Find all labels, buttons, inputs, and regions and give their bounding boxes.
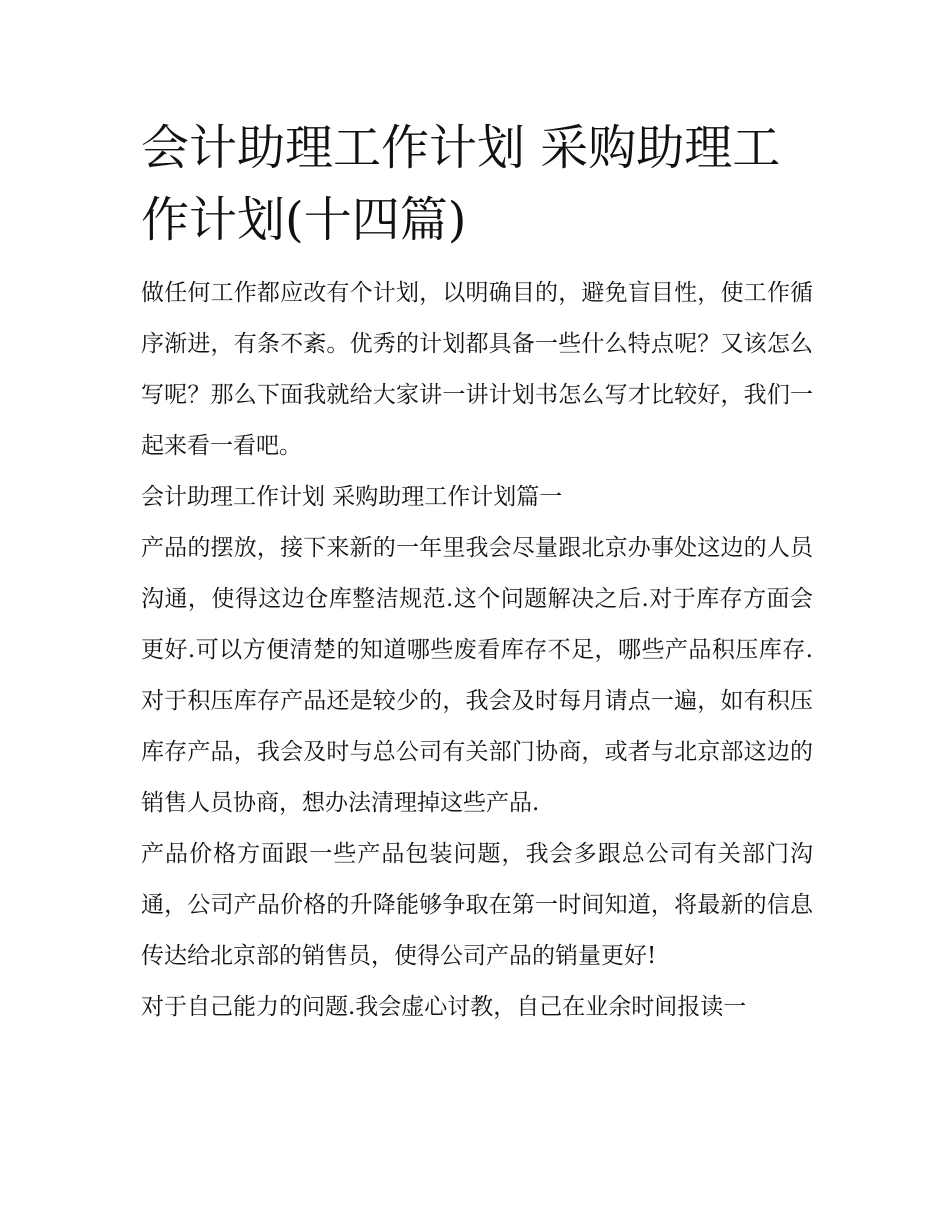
- body-paragraph: 产品价格方面跟一些产品包装问题，我会多跟总公司有关部门沟通，公司产品价格的升降能够争取在第一时间知道，将最新的信息传达给北京部的销售员，使得公司产品的销量更好!: [141, 841, 813, 969]
- intro-paragraph: 做任何工作都应改有个计划，以明确目的，避免盲目性，使工作循序渐进，有条不紊。优秀的计划都具备一些什么特点呢？又该怎么写呢？那么下面我就给大家讲一讲计划书怎么写才比较好，我们一起来看一看吧。: [141, 280, 813, 459]
- section-heading: 会计助理工作计划 采购助理工作计划篇一: [141, 484, 563, 510]
- body-paragraph: 产品的摆放，接下来新的一年里我会尽量跟北京办事处这边的人员沟通，使得这边仓库整洁规范.这个问题解决之后.对于库存方面会更好.可以方便清楚的知道哪些废看库存不足，哪些产品积压库存.对于积压库存产品还是较少的，我会及时每月请点一遍，如有积压库存产品，我会及时与总公司有关部门协商，或者与北京部这边的销售人员协商，想办法清理掉这些产品.: [141, 535, 813, 816]
- document-title: 会计助理工作计划 采购助理工作计划(十四篇): [141, 120, 781, 248]
- document-page: [141, 112, 813, 1033]
- body-paragraph: 对于自己能力的问题.我会虚心讨教，自己在业余时间报读一: [141, 994, 747, 1020]
